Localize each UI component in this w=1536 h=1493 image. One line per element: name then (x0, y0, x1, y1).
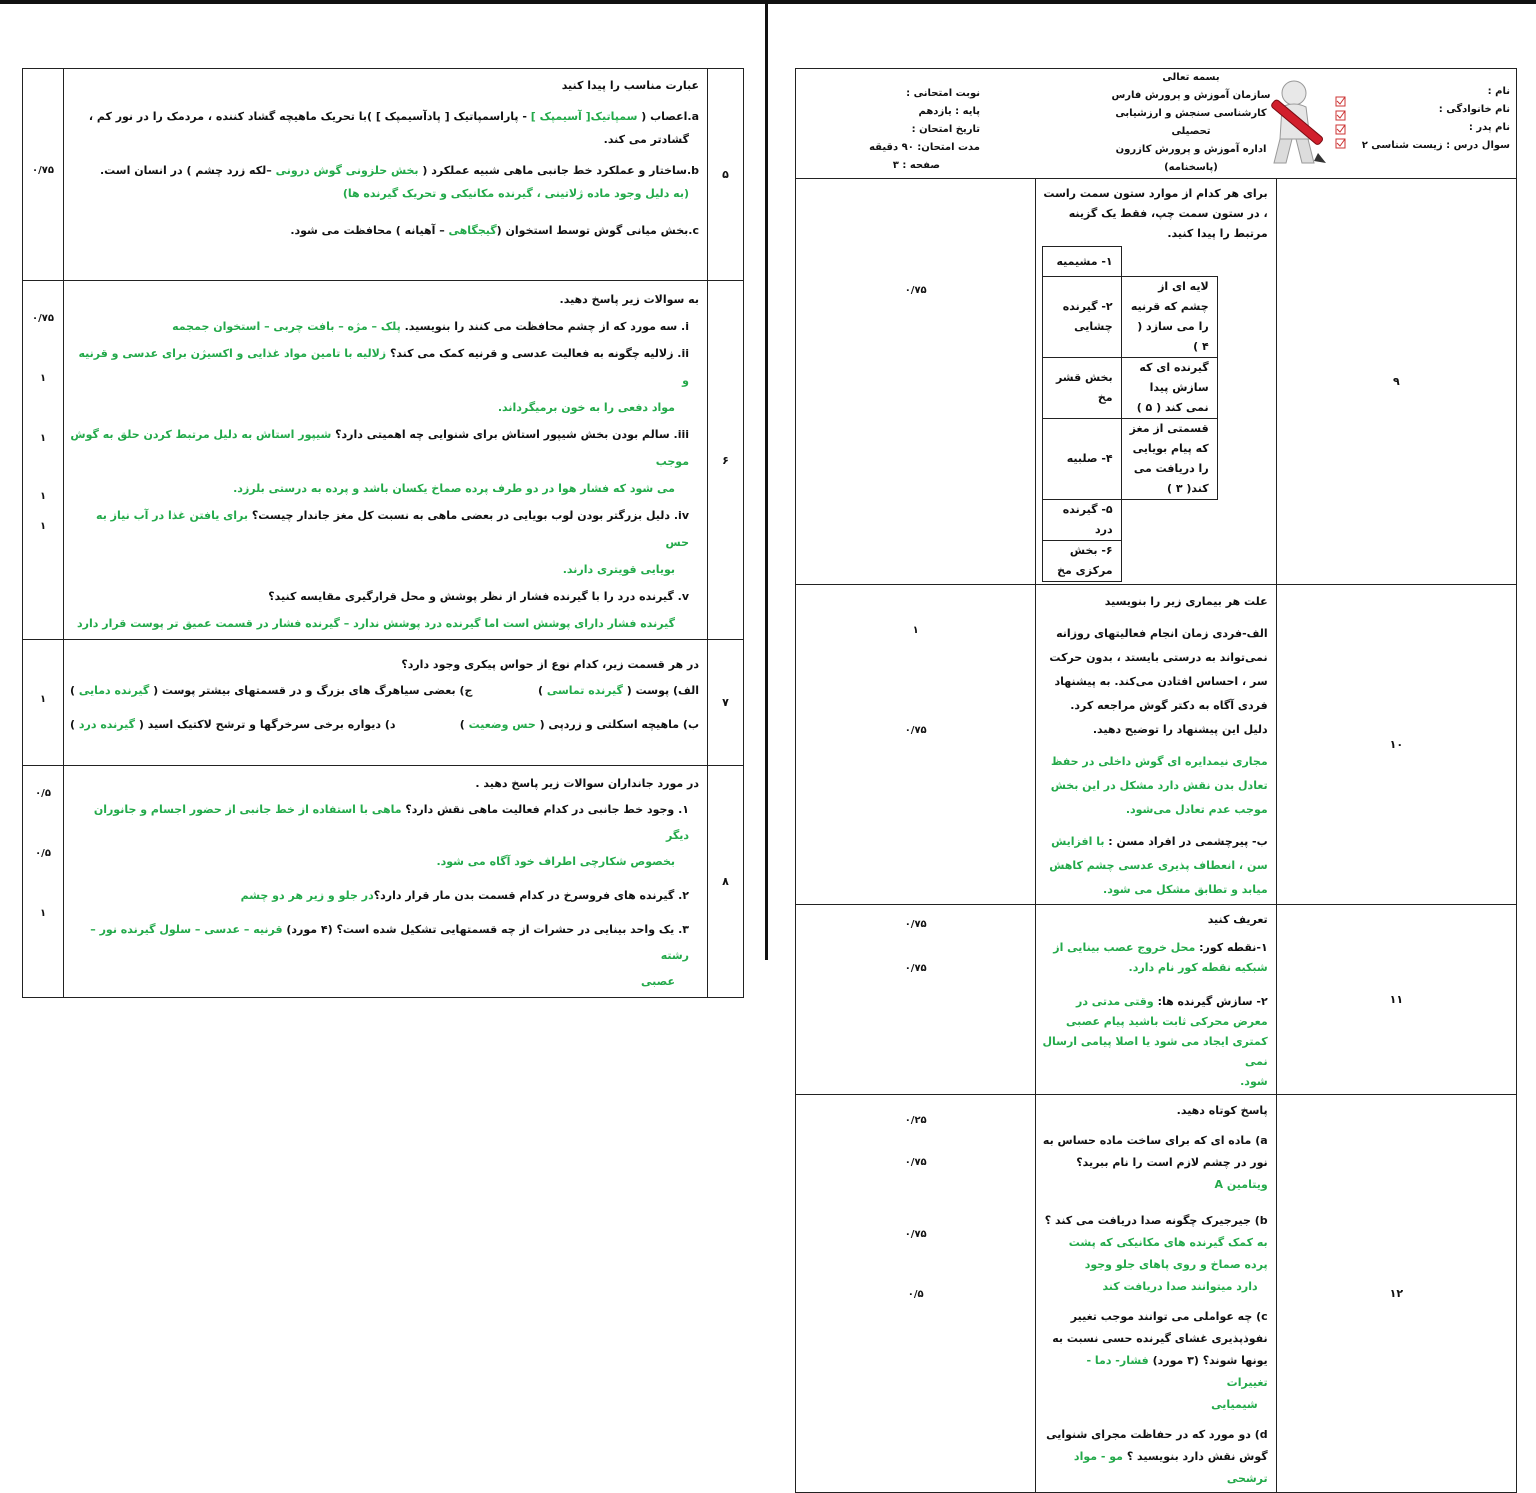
answer-text: مو - مواد ترشحی (1073, 1450, 1268, 1485)
match-option: ۴- صلبیه (1043, 419, 1121, 500)
question-text: ج) بعضی سیاهرگ های بزرگ و در قسمتهای بیشتر پوست ( (153, 684, 473, 697)
score: ۱ (39, 373, 47, 384)
question-content (64, 766, 708, 998)
question-text: d) دو مورد که در حفاظت مجرای شنوایی گوش نقش دارد بنویسید ؟ (1046, 1428, 1268, 1463)
answer-text: پلک – مژه – بافت چربی – استخوان جمجمه (172, 320, 405, 333)
match-item: گیرنده ای که سازش پیدا نمی کند ( ۵ ) (1121, 358, 1217, 419)
question-text: فردی آگاه به دکتر گوش مراجعه کرد. دلیل این پیشنهاد را توضیح دهید. (1070, 699, 1268, 736)
question-number: ۷ (708, 640, 744, 766)
question-text: c) چه عواملی می توانند موجب تغییر نفوذپذیری غشای گیرنده حسی نسبت به یونها شوند؟ (۳ مورد) (1052, 1310, 1268, 1367)
matching-table (1042, 246, 1217, 582)
question-prompt: علت هر بیماری زیر را بنویسید (1104, 595, 1268, 608)
answer-text: وقتی مدتی در معرض محرکی ثابت باشید پیام عصبی کمتری ایجاد می شود یا اصلا پیامی ارسال نمی (1042, 995, 1268, 1068)
score-column (796, 905, 1036, 1095)
answer-text: ماهی با استفاده از خط جانبی از حضور اجسام و جانوران دیگر (93, 803, 689, 842)
question-text: a) ماده ای که برای ساخت ماده حساس به نور در چشم لازم است را نام ببرید؟ (1042, 1134, 1268, 1169)
question-text: ب) ماهیچه اسکلتی و زردپی ( (539, 718, 699, 731)
answer-text: گیرنده تماسی (543, 684, 627, 697)
match-option: ۶- بخش مرکزی مخ (1043, 541, 1121, 582)
question-prompt: برای هر کدام از موارد ستون سمت راست ، در ستون سمت چپ، فقط یک گزینه مرتبط را پیدا کنید. (1043, 187, 1268, 240)
score: ۰/۷۵ (904, 1229, 927, 1240)
score: ۰/۷۵ (904, 919, 927, 930)
exam-date-label: تاریخ امتحان : (911, 124, 980, 135)
name-label: نام : (1487, 86, 1510, 97)
exam-term-label: نوبت امتحانی : (906, 88, 980, 99)
question-9 (796, 179, 1517, 585)
question-number: ۱۲ (1276, 1095, 1516, 1493)
question-number: ۸ (708, 766, 744, 998)
answer-text: دارد میتوانند صدا دریافت کند (1102, 1280, 1258, 1293)
question-content (1036, 585, 1276, 905)
question-text: ) (459, 718, 465, 731)
question-text: ب- پیرچشمی در افراد مسن : (1108, 835, 1268, 848)
score-column (796, 179, 1036, 585)
exam-duration-label: مدت امتحان: ۹۰ دقیقه (869, 142, 980, 153)
question-text: ۳. یک واحد بینایی در حشرات از چه قسمتهایی تشکیل شده است؟ (۴ مورد) (286, 923, 689, 936)
exam-header (796, 69, 1517, 179)
question-prompt: پاسخ کوتاه دهید. (1176, 1104, 1268, 1117)
answer-text: (به دلیل وجود ماده ژلاتینی ، گیرنده مکانیکی و تحریک گیرنده ها) (342, 187, 689, 200)
organization-info (1096, 69, 1286, 177)
answer-text: حس وضعیت (464, 718, 540, 731)
score-column (23, 766, 64, 998)
question-content (64, 281, 708, 640)
question-number: ۱۰ (1276, 585, 1516, 905)
answer-text: گیجگاهی (444, 224, 497, 237)
question-text: i. سه مورد که از چشم محافظت می کنند را بنویسید. (404, 320, 689, 333)
question-number: ۱۱ (1276, 905, 1516, 1095)
answer-text: شیمیایی (1211, 1398, 1258, 1411)
question-text: iii. سالم بودن بخش شیپور استاش برای شنوایی چه اهمیتی دارد؟ (335, 428, 689, 441)
match-option: ۵- گیرنده درد (1043, 500, 1121, 541)
answer-text: قرنیه – عدسی – سلول گیرنده نور – رشته (90, 923, 689, 962)
subject-label: سوال درس : زیست شناسی ۲ (1361, 140, 1510, 151)
question-5 (23, 69, 744, 281)
score: ۱ (39, 433, 47, 444)
score: ۰/۵ (35, 848, 51, 859)
score-column (796, 1095, 1036, 1493)
org-line-1: سازمان آموزش و پرورش فارس (1111, 90, 1271, 101)
match-item: لایه ای از چشم که قرنیه را می سازد ( ۴ ) (1121, 277, 1217, 358)
question-text: ) (70, 718, 76, 731)
answer-text: بخصوص شکارچی اطراف خود آگاه می شود. (436, 855, 675, 868)
answer-text: مجاری نیمدایره ای گوش داخلی در حفظ تعادل بدن نقش دارد مشکل در این بخش موجب عدم تعادل می‌شود. (1050, 755, 1268, 816)
score: ۰/۷۵ (904, 725, 927, 736)
question-text: الف-فردی زمان انجام فعالیتهای روزانه نمی‌تواند به درستی بایستد ، بدون حرکت سر ، احساس افتادن می‌کند. به پیشنهاد (1049, 627, 1268, 688)
page-number-label: صفحه : ۳ (892, 160, 940, 171)
score: ۰/۷۵ (32, 313, 54, 324)
answer-text: در جلو و زیر هر دو چشم (240, 889, 374, 902)
score: ۰/۵ (35, 788, 51, 799)
question-8 (23, 766, 744, 998)
question-7 (23, 640, 744, 766)
left-page-table (22, 68, 744, 998)
question-text: ۲. گیرنده های فروسرخ در کدام قسمت بدن مار قرار دارد؟ (373, 889, 689, 902)
answer-text: عصبی (641, 975, 675, 988)
score: ۰/۷۵ (904, 285, 927, 296)
question-text: b) جیرجیرک چگونه صدا دریافت می کند ؟ (1044, 1214, 1268, 1227)
answer-text: می شود که فشار هوا در دو طرف پرده صماخ یکسان باشد و پرده به درستی بلرزد. (233, 482, 675, 495)
question-text: b.ساختار و عملکرد خط جانبی ماهی شبیه عملکرد ( (422, 164, 699, 177)
answer-text: گیرنده فشار دارای پوشش است اما گیرنده درد پوشش ندارد – گیرنده فشار در قسمت عمیق تر پوست قرار دارد (77, 617, 675, 630)
answer-text: برای یافتن غذا در آب نیاز به حس (96, 509, 689, 549)
answer-row (70, 712, 699, 738)
question-text: ۲- سازش گیرنده ها: (1157, 995, 1268, 1008)
answer-text: بخش حلزونی گوش درونی (271, 164, 423, 177)
grade-label: پایه : یازدهم (918, 106, 980, 117)
answer-text: زلالیه با تامین مواد غذایی و اکسیژن برای عدسی و قرنیه و (78, 347, 689, 387)
question-prompt: در مورد جانداران سوالات زیر پاسخ دهید . (475, 777, 699, 790)
answer-text: شیپور استاش به دلیل مرتبط کردن حلق به گوش موجب (70, 428, 689, 468)
student-info (1362, 83, 1510, 155)
question-content (1036, 179, 1276, 585)
score: ۱ (39, 491, 47, 502)
answer-text: بویایی قویتری دارند. (562, 563, 675, 576)
question-text: – آهیانه ) محافظت می شود. (290, 224, 445, 237)
match-option: بخش قشر مخ (1043, 358, 1121, 419)
answer-text: گیرنده دمایی (75, 684, 154, 697)
question-12 (796, 1095, 1517, 1493)
answer-text: ویتامین A (1214, 1178, 1268, 1191)
score: ۰/۷۵ (32, 165, 54, 176)
exam-info (860, 85, 980, 175)
org-line-2: کارشناسی سنجش و ارزشیابی تحصیلی (1115, 108, 1267, 137)
answer-text: با افزایش سن ، انعطاف پذیری عدسی چشم کاهش میابد و تطابق مشکل می شود. (1049, 835, 1268, 896)
question-prompt: در هر قسمت زیر، کدام نوع از حواس پیکری وجود دارد؟ (401, 658, 699, 671)
score: ۰/۵ (907, 1289, 924, 1300)
question-text: c.بخش میانی گوش توسط استخوان ( (496, 224, 699, 237)
question-text: v. گیرنده درد را با گیرنده فشار از نظر پوشش و محل قرارگیری مقایسه کنید؟ (268, 590, 689, 603)
score-column (796, 585, 1036, 905)
answer-text: گیرنده درد (75, 718, 139, 731)
answer-sheet-label: (پاسخنامه) (1164, 162, 1218, 173)
question-number: ۵ (708, 69, 744, 281)
score-column (23, 281, 64, 640)
question-prompt: تعریف کنید (1207, 913, 1268, 926)
match-option: ۱- مشیمیه (1043, 247, 1121, 277)
question-text: د) دیواره برخی سرخرگها و ترشح لاکتیک اسید ( (138, 718, 396, 731)
question-number: ۹ (1276, 179, 1516, 585)
answer-row (70, 678, 699, 704)
question-text: –لکه زرد چشم ) در انسان است. (99, 164, 272, 177)
org-line-3: اداره آموزش و پرورش کازرون (1115, 144, 1267, 155)
score: ۰/۷۵ (904, 1157, 927, 1168)
question-11 (796, 905, 1517, 1095)
match-item (1121, 500, 1217, 541)
answer-text: شود. (1240, 1075, 1268, 1088)
match-option: ۲- گیرنده چشایی (1043, 277, 1121, 358)
question-text: a.اعصاب ( (641, 110, 699, 123)
match-item: قسمتی از مغز که پیام بویایی را دریافت می کند( ۳ ) (1121, 419, 1217, 500)
question-text: iv. دلیل بزرگتر بودن لوب بویایی در بعضی ماهی به نسبت کل مغز جاندار چیست؟ (251, 509, 689, 522)
score: ۱ (39, 908, 47, 919)
question-text: - پاراسمپاتیک [ پادآسیمپک ] )با تحریک ماهیچه گشاد کننده ، مردمک را در نور کم ، (88, 110, 527, 123)
score: ۰/۷۵ (904, 963, 927, 974)
father-name-label: نام پدر : (1468, 122, 1510, 133)
question-prompt: به سوالات زیر پاسخ دهید. (559, 293, 699, 306)
question-number: ۶ (708, 281, 744, 640)
score: ۱ (39, 521, 47, 532)
family-name-label: نام خانوادگی : (1438, 104, 1510, 115)
right-page (795, 68, 1517, 1485)
question-10 (796, 585, 1517, 905)
question-6 (23, 281, 744, 640)
question-text: ) (70, 684, 76, 697)
answer-text: فشار- دما - تغییرات (1086, 1354, 1268, 1389)
question-text: ) (537, 684, 543, 697)
question-text: ۱. وجود خط جانبی در کدام فعالیت ماهی نقش دارد؟ (405, 803, 689, 816)
question-content (1036, 1095, 1276, 1493)
top-border (0, 0, 1536, 4)
question-content (64, 69, 708, 281)
question-text: ii. زلالیه چگونه به فعالیت عدسی و قرنیه کمک می کند؟ (389, 347, 689, 360)
answer-text: مواد دفعی را به خون برمیگرداند. (497, 401, 675, 414)
right-page-table (795, 68, 1517, 1493)
answer-text: به کمک گیرنده های مکانیکی که پشت پرده صماخ و روی پاهای جلو وجود (1068, 1236, 1268, 1271)
question-text: الف) پوست ( (626, 684, 699, 697)
page-divider (765, 4, 768, 960)
match-item (1121, 541, 1217, 582)
question-text: ۱-نقطه کور: (1199, 941, 1268, 954)
answer-text: محل خروج عصب بینایی از شبکیه نقطه کور نام دارد. (1053, 941, 1268, 974)
score: ۱ (39, 694, 47, 705)
score: ۰/۲۵ (904, 1115, 927, 1126)
question-content (1036, 905, 1276, 1095)
answer-text: سمپاتیک[ آسیمپک ] (526, 110, 642, 123)
left-page (22, 68, 744, 988)
score-column (23, 640, 64, 766)
question-prompt: عبارت مناسب را پیدا کنید (561, 79, 699, 92)
score-column (23, 69, 64, 281)
bismillah: بسمه تعالی (1162, 72, 1220, 83)
question-content (64, 640, 708, 766)
score: ۱ (912, 625, 919, 636)
question-text: گشادتر می کند. (603, 133, 689, 146)
match-item (1121, 247, 1217, 277)
